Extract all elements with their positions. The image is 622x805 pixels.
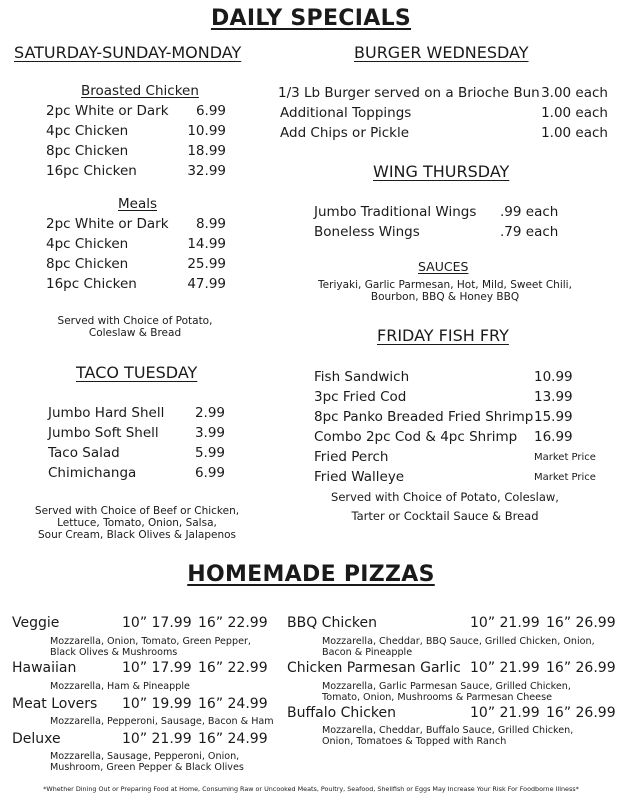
pizza-name: Deluxe — [12, 731, 61, 747]
wing-item-name: Boneless Wings — [314, 224, 420, 240]
pizza-price-10: 10” 21.99 — [470, 705, 540, 721]
fish-item-name: Combo 2pc Cod & 4pc Shrimp — [314, 429, 518, 445]
fish-item-price: 16.99 — [534, 429, 573, 445]
taco-heading: TACO TUESDAY — [76, 363, 198, 382]
sauces-list — [290, 279, 600, 303]
broasted-item-name: 16pc Chicken — [46, 163, 137, 179]
pizza-name: BBQ Chicken — [287, 615, 378, 631]
broasted-item-name: 2pc White or Dark — [46, 103, 169, 119]
taco-note-line: Lettuce, Tomato, Onion, Salsa, — [57, 517, 217, 529]
sauces-line: Teriyaki, Garlic Parmesan, Hot, Mild, Sweet Chili, — [318, 279, 572, 291]
wing-item-price: .99 each — [500, 204, 559, 220]
meals-item-price: 14.99 — [187, 236, 226, 252]
burger-heading: BURGER WEDNESDAY — [354, 43, 529, 62]
fish-item-price: 13.99 — [534, 389, 573, 405]
meals-item-name: 8pc Chicken — [46, 256, 129, 272]
fish-item-price: Market Price — [534, 452, 596, 463]
taco-note-line: Sour Cream, Black Olives & Jalapenos — [37, 529, 237, 541]
taco-item-price: 5.99 — [194, 445, 225, 461]
broasted-item-price: 32.99 — [187, 163, 226, 179]
fish-item-price: 15.99 — [534, 409, 573, 425]
wing-item-price: .79 each — [500, 224, 559, 240]
pizza-price-10: 10” 19.99 — [122, 696, 192, 712]
meals-item-price: 47.99 — [187, 276, 226, 292]
sauces-line: Bourbon, BBQ & Honey BBQ — [370, 291, 520, 303]
fish-note-line: Tarter or Cocktail Sauce & Bread — [351, 509, 539, 523]
broasted-item-name: 4pc Chicken — [46, 123, 129, 139]
page-title: DAILY SPECIALS — [210, 6, 412, 31]
taco-note-line: Served with Choice of Beef or Chicken, — [34, 505, 240, 517]
burger-item-price: 1.00 each — [541, 125, 608, 141]
weekend-heading: SATURDAY-SUNDAY-MONDAY — [14, 43, 242, 62]
burger-item-name: 1/3 Lb Burger served on a Brioche Bun — [278, 85, 540, 101]
pizza-price-16: 16” 24.99 — [198, 696, 268, 712]
pizza-desc: Mozzarella, Garlic Parmesan Sauce, Grilled Chicken, Tomato, Onion, Mushrooms & Parmesan Cheese — [322, 681, 571, 703]
pizza-name: Buffalo Chicken — [287, 705, 396, 721]
pizza-name: Hawaiian — [12, 660, 77, 676]
pizza-name: Meat Lovers — [12, 696, 98, 712]
pizza-desc: Mozzarella, Cheddar, BBQ Sauce, Grilled Chicken, Onion, Bacon & Pineapple — [322, 636, 595, 658]
fish-note — [290, 488, 600, 526]
pizza-price-16: 16” 24.99 — [198, 731, 268, 747]
pizza-desc: Mozzarella, Cheddar, Buffalo Sauce, Grilled Chicken, Onion, Tomatoes & Topped with Ranch — [322, 725, 574, 747]
broasted-item-price: 6.99 — [195, 103, 226, 119]
wing-heading: WING THURSDAY — [373, 162, 510, 181]
weekend-note-line: Served with Choice of Potato, — [57, 315, 213, 327]
taco-item-name: Chimichanga — [48, 465, 137, 481]
meals-item-name: 16pc Chicken — [46, 276, 137, 292]
burger-item-name: Additional Toppings — [280, 105, 412, 121]
pizza-price-10: 10” 17.99 — [122, 615, 192, 631]
meals-item-name: 2pc White or Dark — [46, 216, 169, 232]
taco-item-name: Jumbo Soft Shell — [48, 425, 159, 441]
fish-item-price: 10.99 — [534, 369, 573, 385]
pizza-price-10: 10” 21.99 — [122, 731, 192, 747]
sauces-heading: SAUCES — [418, 259, 469, 274]
pizza-desc: Mozzarella, Sausage, Pepperoni, Onion, Mushroom, Green Pepper & Black Olives — [50, 751, 244, 773]
taco-note — [12, 505, 262, 541]
pizza-price-10: 10” 21.99 — [470, 615, 540, 631]
burger-item-price: 1.00 each — [541, 105, 608, 121]
pizza-price-10: 10” 17.99 — [122, 660, 192, 676]
burger-item-price: 3.00 each — [541, 85, 608, 101]
fish-item-name: Fried Perch — [314, 449, 389, 465]
burger-item-name: Add Chips or Pickle — [280, 125, 410, 141]
fish-note-line: Served with Choice of Potato, Coleslaw, — [331, 490, 559, 504]
pizza-price-16: 16” 26.99 — [546, 705, 616, 721]
pizza-desc: Mozzarella, Ham & Pineapple — [50, 681, 190, 692]
meals-item-price: 8.99 — [195, 216, 226, 232]
taco-item-name: Taco Salad — [48, 445, 120, 461]
taco-item-price: 3.99 — [194, 425, 225, 441]
pizza-name: Chicken Parmesan Garlic — [287, 660, 461, 676]
taco-item-price: 6.99 — [194, 465, 225, 481]
broasted-heading: Broasted Chicken — [81, 83, 199, 99]
pizza-desc: Mozzarella, Onion, Tomato, Green Pepper, Black Olives & Mushrooms — [50, 636, 251, 658]
footer-disclaimer: *Whether Dining Out or Preparing Food at Home, Consuming Raw or Uncooked Meats, Poultry, Seafood, Shellfish or Eggs May Increase Your Risk For Foodborne Illness* — [43, 785, 579, 793]
fish-item-price: Market Price — [534, 472, 596, 483]
pizza-price-16: 16” 22.99 — [198, 615, 268, 631]
fish-item-name: 8pc Panko Breaded Fried Shrimp — [314, 409, 534, 425]
meals-item-price: 25.99 — [187, 256, 226, 272]
pizza-price-10: 10” 21.99 — [470, 660, 540, 676]
fish-heading: FRIDAY FISH FRY — [377, 326, 509, 345]
pizzas-heading: HOMEMADE PIZZAS — [187, 562, 435, 587]
pizza-price-16: 16” 22.99 — [198, 660, 268, 676]
pizza-name: Veggie — [12, 615, 60, 631]
broasted-item-price: 10.99 — [187, 123, 226, 139]
fish-item-name: Fish Sandwich — [314, 369, 410, 385]
wing-item-name: Jumbo Traditional Wings — [314, 204, 477, 220]
pizza-desc: Mozzarella, Pepperoni, Sausage, Bacon & Ham — [50, 716, 274, 727]
taco-item-name: Jumbo Hard Shell — [48, 405, 165, 421]
fish-item-name: Fried Walleye — [314, 469, 405, 485]
meals-heading: Meals — [118, 196, 158, 212]
weekend-note-line: Coleslaw & Bread — [88, 327, 182, 339]
weekend-note — [20, 315, 250, 339]
meals-item-name: 4pc Chicken — [46, 236, 129, 252]
fish-item-name: 3pc Fried Cod — [314, 389, 407, 405]
pizza-price-16: 16” 26.99 — [546, 660, 616, 676]
broasted-item-price: 18.99 — [187, 143, 226, 159]
taco-item-price: 2.99 — [194, 405, 225, 421]
broasted-item-name: 8pc Chicken — [46, 143, 129, 159]
pizza-price-16: 16” 26.99 — [546, 615, 616, 631]
